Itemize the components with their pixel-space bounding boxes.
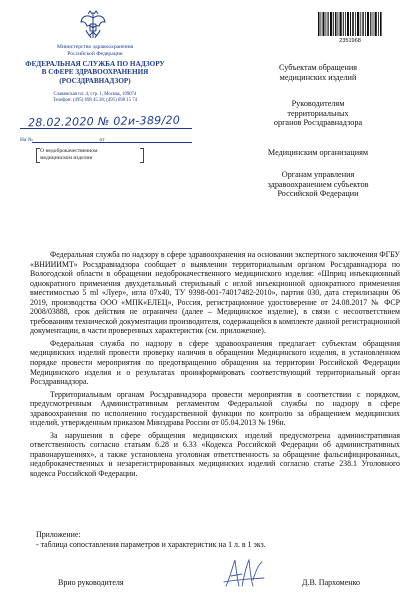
handwritten-date-number: 28.02.2020 № 02и-389/20 xyxy=(27,113,181,130)
letter-subject: О недоброкачественном медицинском изделии xyxy=(40,148,98,161)
attachment-item: - таблица сопоставления параметров и характеристик на 1 л. в 1 экз. xyxy=(36,539,266,549)
body-paragraph-4: За нарушения в сфере обращения медицинских изделий предусмотрена административная ответственность согласно статьям 6.28 и 6.33 «Кодекса Российской Федерации об административных правонарушениях», а также установлена уголовная ответственность за обращение фальсифицированных, недоброкачественных и незарегистрированных медицинских изделий согласно статье 238.1 Уголовного кодекса Российской Федерации. xyxy=(30,430,400,479)
recipient-block-2: Руководителям территориальных органов Росздравнадзора xyxy=(273,99,363,128)
body-paragraph-3: Территориальным органам Росздравнадзора провести мероприятия в соответствии с порядком, предусмотренным Административным регламентом Федеральной службы по надзору в сфере здравоохранения по исполнению государственной функции по контролю за обращением медицинских изделий, утвержденным приказом Минздрава России от 05.04.2013 № 196н. xyxy=(30,389,400,428)
handwritten-signature-icon xyxy=(222,556,266,590)
recipient-block-1: Субъектам обращения медицинских изделий xyxy=(279,63,357,82)
signatory-title: Врио руководителя xyxy=(58,578,124,587)
signatory-name: Д.В. Пархоменко xyxy=(302,578,361,587)
recipient-block-4: Органам управления здравоохранением субъектов Российской Федерации xyxy=(267,170,369,199)
recipient-block-3: Медицинским организациям xyxy=(267,148,369,157)
ministry-name: Министерство здравоохранения Российской Федерации xyxy=(56,44,134,57)
barcode-number: 2351968 xyxy=(339,38,361,44)
body-paragraph-1: Федеральная служба по надзору в сфере здравоохранения на основании экспертного заключения ФГБУ «ВНИИИМТ» Росздравнадзора сообщает о выявлении территориальным органом Росздравнадзора по Вологодской области в обращении недоброкачественного медицинского изделия: «Шприц инъекционный однократного применения двухдетальный стерильный с иглой инъекционной однократного применения вместимостью 5 ml «Луер», игла 07х40, ТУ 9398-001-74017482-2010», партия 030, дата стерилизации 06 2019, производства ООО «МПК«ЕЛЕЦ», Россия, регистрационное удостоверение от 24.08.2017 № ФСР 2008/03888, срок действия не ограничен (далее – Медицинское изделие), в связи с несоответствием требованиям технической документации производителя, содержащейся в комплекте данной регистрационной документации, в части проверенных характеристик (см. приложение). xyxy=(30,250,400,336)
barcode-icon xyxy=(318,12,382,36)
coat-of-arms-icon xyxy=(78,8,108,42)
reference-line xyxy=(32,142,192,143)
attachment-block xyxy=(36,530,266,550)
agency-name: ФЕДЕРАЛЬНАЯ СЛУЖБА ПО НАДЗОРУ В СФЕРЕ ЗДРАВООХРАНЕНИЯ (РОСЗДРАВНАДЗОР) xyxy=(25,60,165,85)
subject-bracket-right xyxy=(140,148,144,163)
no-label: На № xyxy=(20,137,33,143)
agency-address: Славянская пл. 4, стр. 1, Москва, 109074 Телефон: (495) 698 45 38; (495) 698 15 74 xyxy=(52,92,138,103)
attachment-label: Приложение: xyxy=(36,530,81,539)
from-label: от xyxy=(99,137,105,143)
body-paragraph-2: Федеральная служба по надзору в сфере здравоохранения предлагает субъектам обращения медицинских изделий провести проверку наличия в обращении Медицинского изделия, в установленном порядке провести мероприятия по предотвращению обращения на территории Российской Федерации Медицинского изделия и о результатах проинформировать соответствующий территориальный орган Росздравнадзора. xyxy=(30,338,400,387)
letter-body xyxy=(30,250,400,482)
date-line xyxy=(20,128,192,129)
